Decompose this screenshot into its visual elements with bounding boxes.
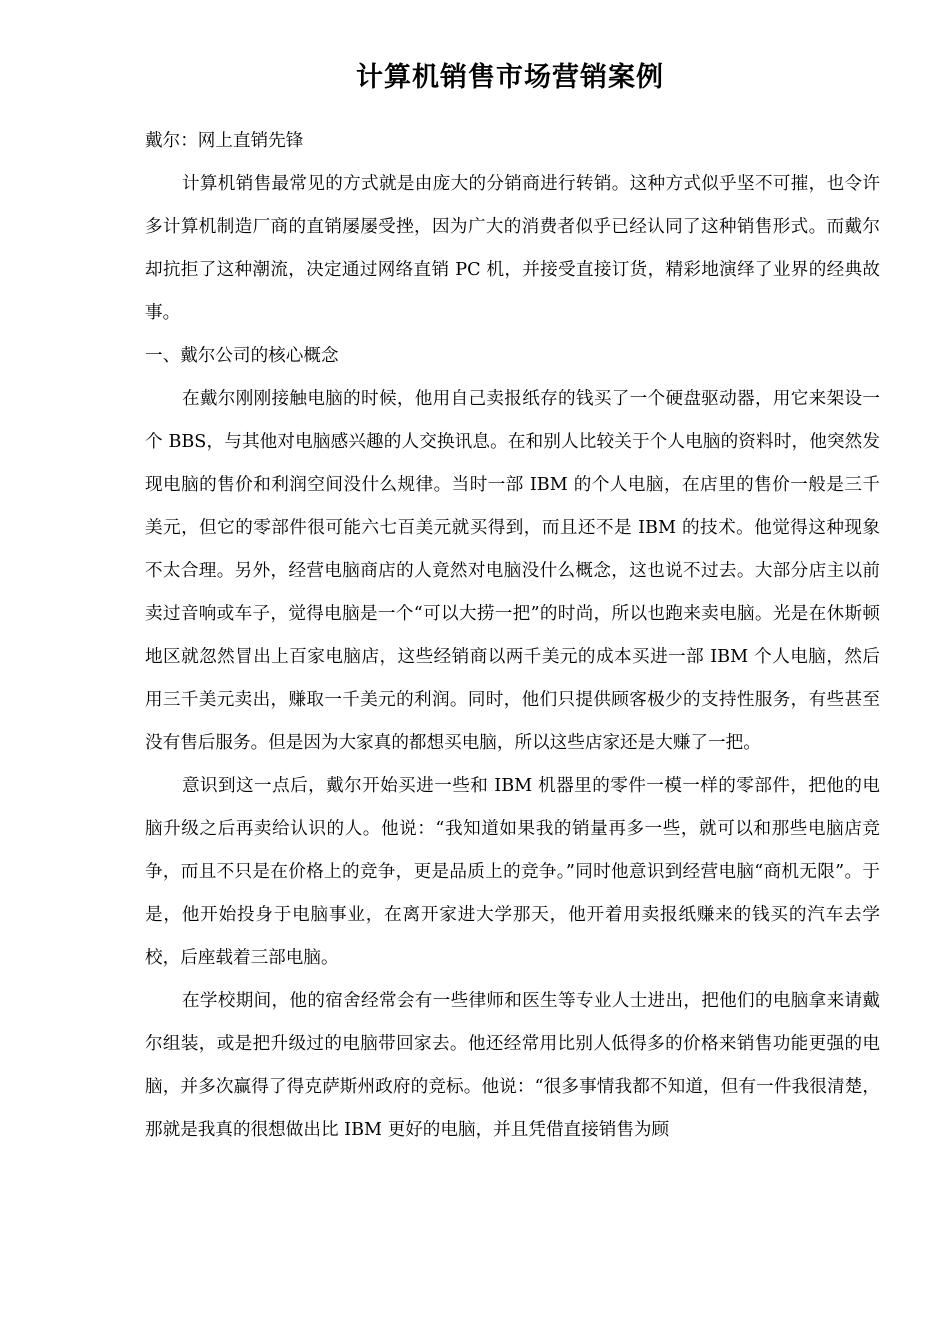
subtitle-line: 戴尔：网上直销先锋 [145,131,304,151]
body-paragraph: 意识到这一点后，戴尔开始买进一些和 IBM 机器里的零件一模一样的零部件，把他的电脑升级之后再卖给认识的人。他说：“我知道如果我的销量再多一些，就可以和那些电脑店竞争，而且不只是在价格上的竞争，更是品质上的竞争。”同时他意识到经营电脑“商机无限”。于是，他开始投身于电脑事业，在离开家进大学那天，他开着用卖报纸赚来的钱买的汽车去学校，后座载着三部电脑。 [145,776,880,968]
intro-paragraph: 计算机销售最常见的方式就是由庞大的分销商进行转销。这种方式似乎坚不可摧，也令许多计算机制造厂商的直销屡屡受挫，因为广大的消费者似乎已经认同了这种销售形式。而戴尔却抗拒了这种潮流，决定通过网络直销 PC 机，并接受直接订货，精彩地演绎了业界的经典故事。 [145,174,880,323]
body-paragraph: 在戴尔刚刚接触电脑的时候，他用自己卖报纸存的钱买了一个硬盘驱动器，用它来架设一个 BBS，与其他对电脑感兴趣的人交换讯息。在和别人比较关于个人电脑的资料时，他突然发现电脑的售价和利润空间没什么规律。当时一部 IBM 的个人电脑，在店里的售价一般是三千美元，但它的零部件很可能六七百美元就买得到，而且还不是 IBM 的技术。他觉得这种现象不太合理。另外，经营电脑商店的人竟然对电脑没什么概念，这也说不过去。大部分店主以前卖过音响或车子，觉得电脑是一个“可以大捞一把”的时尚，所以也跑来卖电脑。光是在休斯顿地区就忽然冒出上百家电脑店，这些经销商以两千美元的成本买进一部 IBM 个人电脑，然后用三千美元卖出，赚取一千美元的利润。同时，他们只提供顾客极少的支持性服务，有些甚至没有售后服务。但是因为大家真的都想买电脑，所以这些店家还是大赚了一把。 [145,389,880,753]
document-body [145,120,880,1152]
section-heading: 一、戴尔公司的核心概念 [145,346,339,366]
document-title: 计算机销售市场营销案例 [356,62,664,93]
body-paragraph: 在学校期间，他的宿舍经常会有一些律师和医生等专业人士进出，把他们的电脑拿来请戴尔组装，或是把升级过的电脑带回家去。他还经常用比别人低得多的价格来销售功能更强的电脑，并多次赢得了得克萨斯州政府的竞标。他说：“很多事情我都不知道，但有一件我很清楚，那就是我真的很想做出比 IBM 更好的电脑，并且凭借直接销售为顾 [145,991,880,1140]
